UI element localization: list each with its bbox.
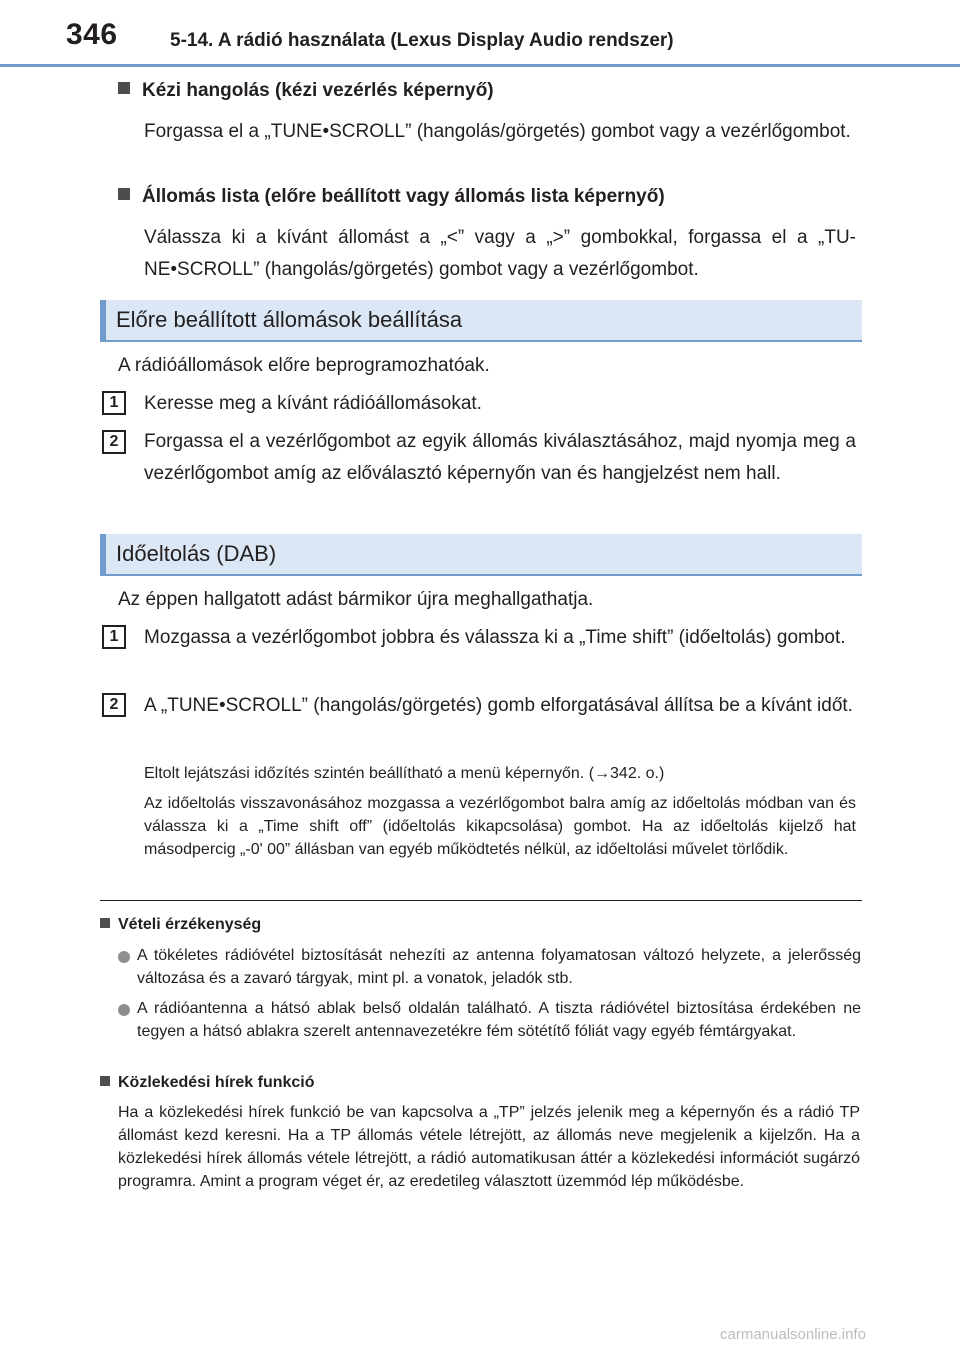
station-list-heading [118,186,665,208]
square-bullet-icon [100,918,110,928]
preset-section-title: Előre beállított állomások beállítása [116,307,463,332]
timeshift-step-2-text: A „TUNE•SCROLL” (hangolás/görgetés) gomb elforgatásával állítsa be a kívánt időt. [144,695,853,716]
station-list-text: Válassza ki a kívánt állomást a „<” vagy a „>” gombokkal, forgassa el a „TUNE•SCROLL” (hangolás/görgetés) gombot vagy a vezérlőgombot. [144,227,856,280]
square-bullet-icon [118,82,130,94]
step-number-badge: 1 [102,391,126,415]
section-accent [100,300,106,340]
notes-divider [100,900,862,901]
manual-tuning-text: Forgassa el a „TUNE•SCROLL” (hangolás/görgetés) gombot vagy a vezérlőgombot. [144,121,851,142]
reception-heading [100,916,261,934]
preset-intro: A rádióállomások előre beprogramozhatóak. [118,355,490,376]
chapter-title: 5-14. A rádió használata (Lexus Display Audio rendszer) [170,30,674,51]
manual-tuning-heading [118,80,494,102]
square-bullet-icon [100,1076,110,1086]
reception-heading-text: Vételi érzékenység [118,916,262,933]
watermark: carmanualsonline.info [720,1326,866,1343]
round-bullet-icon [118,951,130,963]
timeshift-note-1: Eltolt lejátszási időzítés szintén beállítható a menü képernyőn. (→342. o.) [144,765,665,782]
reception-bullet-2: A rádióantenna a hátsó ablak belső oldalán található. A tiszta rádióvétel biztosítása érdekében ne tegyen a hátsó ablakra szerelt antennavezetékre fém sötétítő fóliát vagy egyéb fémtárgyakat. [137,1000,861,1040]
preset-step-1-text: Keresse meg a kívánt rádióállomásokat. [144,393,482,414]
preset-step-2-text: Forgassa el a vezérlőgombot az egyik állomás kiválasztásához, majd nyomja meg a vezérlőgombot amíg az előválasztó képernyőn van és hangjelzést nem hall. [144,431,856,484]
step-number-badge: 2 [102,693,126,717]
round-bullet-icon [118,1004,130,1016]
timeshift-step-1-text: Mozgassa a vezérlőgombot jobbra és válassza ki a „Time shift” (időeltolás) gombot. [144,627,846,648]
traffic-heading [100,1074,315,1092]
step-number-badge: 1 [102,625,126,649]
traffic-text: Ha a közlekedési hírek funkció be van kapcsolva a „TP” jelzés jelenik meg a képernyőn és a rádió TP állomást kezd keresni. Ha a TP állomás vétele létrejött, az állomás neve megjelenik a kijelzőn. Ha a közlekedési hírek állomás vétele létrejött, a rádió automatikusan áttér a közlekedési információt sugárzó programra. Amint a program véget ér, az eredetileg választott üzemmód lép működésbe. [118,1104,860,1190]
page-number: 346 [66,18,118,51]
timeshift-section-bar [100,534,862,576]
step-number-badge: 2 [102,430,126,454]
traffic-heading-text: Közlekedési hírek funkció [118,1074,315,1091]
station-list-heading-text: Állomás lista (előre beállított vagy állomás lista képernyő) [142,186,665,207]
reception-bullet-1: A tökéletes rádióvétel biztosítását nehezíti az antenna folyamatosan változó helyzete, a jelerősség változása és a zavaró tárgyak, mint pl. a vonatok, jeladók stb. [137,947,861,987]
timeshift-note-2: Az időeltolás visszavonásához mozgassa a vezérlőgombot balra amíg az időeltolás módban van és válassza ki a „Time shift off” (időeltolás kikapcsolása) gombot. Ha az időeltolás kijelző hat másodpercig „-0' 00” állásban van egyéb működtetés nélkül, az időeltolási művelet törlődik. [144,795,856,858]
square-bullet-icon [118,188,130,200]
manual-tuning-heading-text: Kézi hangolás (kézi vezérlés képernyő) [142,80,494,101]
section-accent [100,534,106,574]
preset-section-bar [100,300,862,342]
page-header [0,0,960,70]
timeshift-intro: Az éppen hallgatott adást bármikor újra meghallgathatja. [118,589,594,610]
header-rule [0,64,960,67]
timeshift-section-title: Időeltolás (DAB) [116,541,277,566]
